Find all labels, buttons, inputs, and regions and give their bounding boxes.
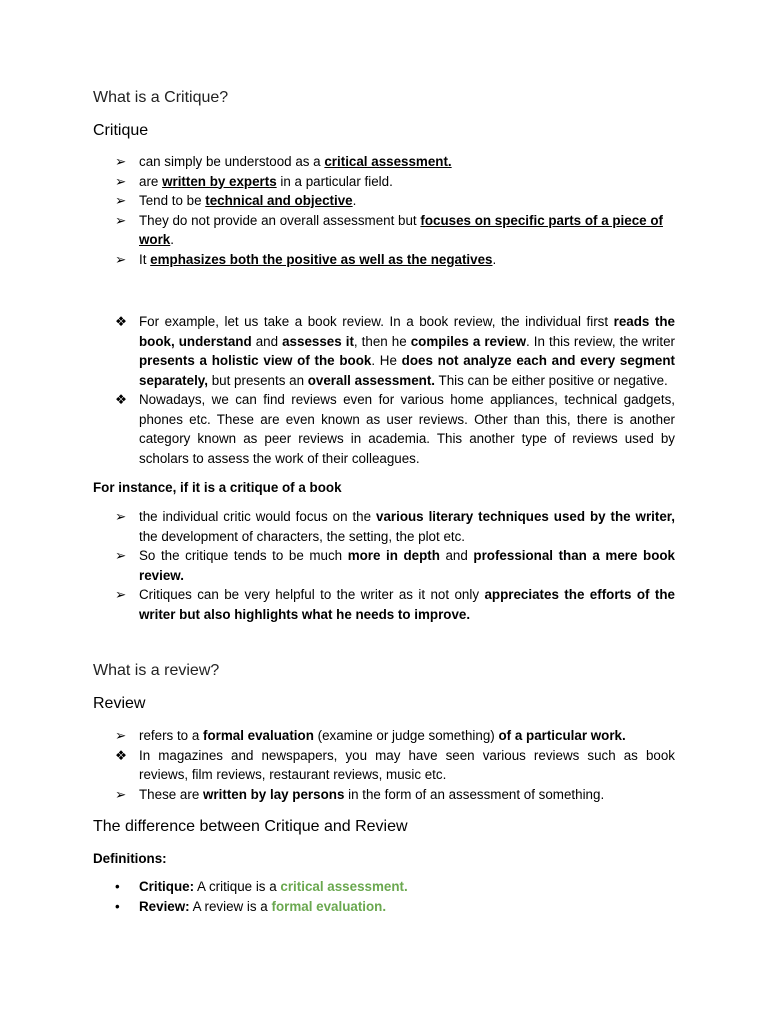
list-item: ➢ Critiques can be very helpful to the writer as it not only appreciates the efforts of the writer but also highlights what he needs to improve. — [115, 587, 675, 622]
instance-heading: For instance, if it is a critique of a book — [93, 480, 342, 495]
instance-bullet-list — [93, 507, 675, 624]
arrow-bullet-icon: ➢ — [115, 193, 127, 208]
definitions-label: Definitions: — [93, 851, 167, 866]
list-item: ➢ refers to a formal evaluation (examine or judge something) of a particular work. — [93, 726, 675, 746]
critique-title: What is a Critique? — [93, 89, 229, 106]
review-heading: Review — [93, 695, 146, 712]
list-item: ➢ These are written by lay persons in the form of an assessment of something. — [93, 785, 675, 805]
list-item: ➢ are written by experts in a particular field. — [93, 172, 675, 192]
review-title: What is a review? — [93, 662, 220, 679]
list-item: ❖ In magazines and newspapers, you may have seen various reviews such as book reviews, film reviews, restaurant reviews, music etc. — [115, 747, 675, 782]
arrow-bullet-icon: ➢ — [115, 548, 127, 563]
arrow-bullet-icon: ➢ — [115, 173, 127, 189]
list-item: ➢ Tend to be technical and objective. — [93, 191, 675, 211]
arrow-bullet-icon: ➢ — [115, 212, 127, 228]
list-item: ➢ So the critique tends to be much more in depth and professional than a mere book review. — [115, 548, 675, 583]
critique-heading: Critique — [93, 122, 149, 139]
review-bullet-list — [93, 726, 675, 804]
diamond-bullet-icon: ❖ — [115, 314, 128, 329]
arrow-bullet-icon: ➢ — [115, 251, 127, 267]
list-item: ➢ can simply be understood as a critical assessment. — [93, 152, 675, 172]
arrow-bullet-icon: ➢ — [115, 786, 127, 802]
list-item: ➢ It emphasizes both the positive as well as the negatives. — [93, 250, 675, 270]
difference-heading: The difference between Critique and Review — [93, 818, 408, 835]
list-item: ❖ For example, let us take a book review. In a book review, the individual first reads the book, understand and assesses it, then he compiles a review. In this review, the writer presents a holistic view of the book. He does not analyze each and every segment separately, but presents an overall assessment. This can be either positive or negative. — [115, 314, 675, 388]
critique-bullet-list — [93, 152, 675, 269]
arrow-bullet-icon: ➢ — [115, 587, 127, 602]
diamond-bullet-icon: ❖ — [115, 747, 128, 763]
arrow-bullet-icon: ➢ — [115, 728, 127, 743]
list-item: • Review: A review is a formal evaluation. — [93, 897, 675, 917]
list-item: ❖ Nowadays, we can find reviews even for various home appliances, technical gadgets, phones etc. These are even known as user reviews. Other than this, there is another category known as peer reviews in academia. This another type of reviews used by scholars to assess the work of their colleagues. — [115, 392, 675, 466]
arrow-bullet-icon: ➢ — [115, 509, 127, 524]
arrow-bullet-icon: ➢ — [115, 154, 127, 169]
diamond-bullet-icon: ❖ — [115, 392, 128, 407]
dot-bullet-icon: • — [115, 879, 120, 894]
dot-bullet-icon: • — [115, 898, 120, 914]
list-item: ➢ They do not provide an overall assessment but focuses on specific parts of a piece of work. — [115, 212, 663, 247]
definitions-list — [93, 877, 675, 916]
list-item: • Critique: A critique is a critical assessment. — [93, 877, 675, 897]
examples-list — [93, 312, 675, 468]
list-item: ➢ the individual critic would focus on the various literary techniques used by the writer, the development of characters, the setting, the plot etc. — [115, 509, 675, 544]
